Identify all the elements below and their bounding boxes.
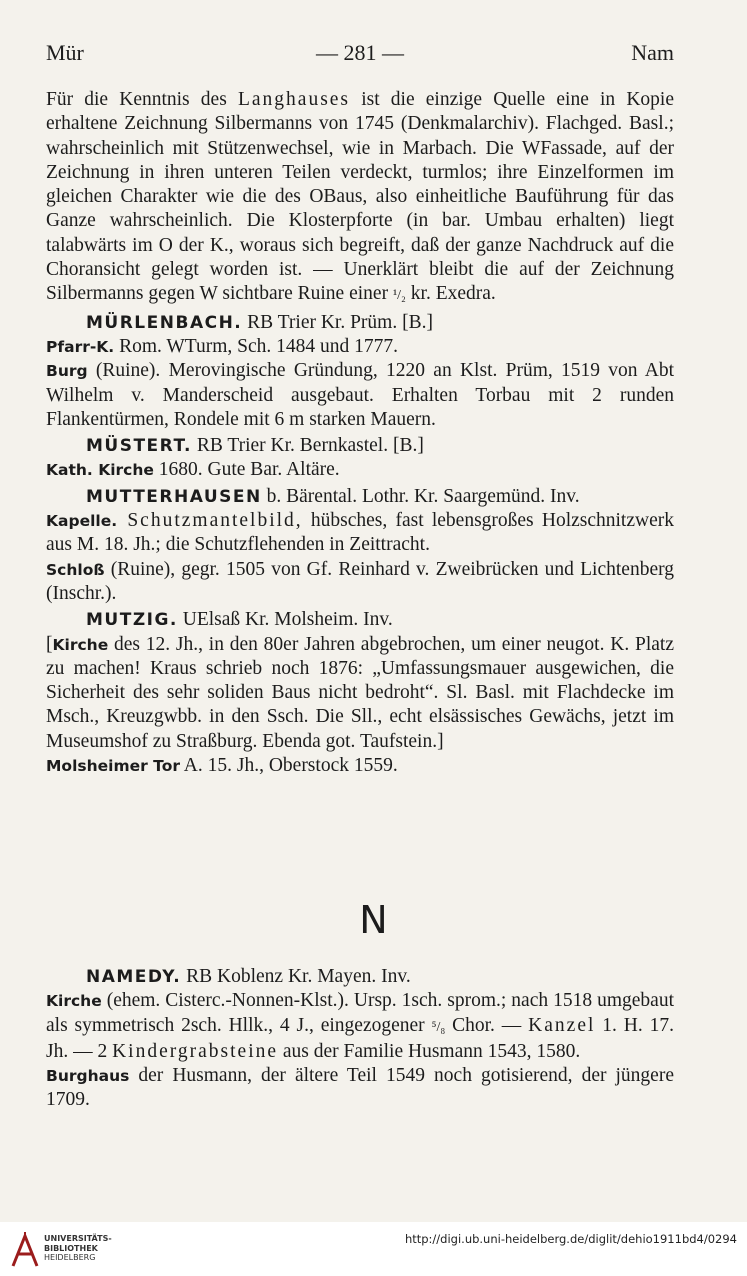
text-run: Für die Kenntnis des — [46, 89, 238, 110]
text-run: aus der Familie Husmann 1543, 1580. — [278, 1040, 581, 1062]
library-name-line: UNIVERSITÄTS- — [44, 1234, 112, 1243]
footer-bar — [0, 1222, 747, 1276]
text-run: A. 15. Jh., Oberstock 1559. — [179, 755, 398, 777]
place-name: MÜRLENBACH. — [86, 312, 243, 333]
text-run: [ — [46, 633, 53, 655]
entry-meta: RB Koblenz Kr. Mayen. Inv. — [181, 966, 411, 987]
text-run: der Husmann, der ältere Teil 1549 noch gotisierend, der jüngere 1709. — [46, 1065, 674, 1111]
entry-line — [46, 989, 674, 1064]
place-name: MÜSTERT. — [86, 436, 192, 457]
entry-line — [46, 335, 674, 359]
entry-heading-muestert — [46, 434, 674, 458]
entry-line — [46, 754, 674, 778]
entry-heading-mutzig — [46, 608, 674, 632]
keyword: Burg — [46, 362, 88, 381]
fraction: ¹/₂ — [392, 288, 406, 304]
entry-line — [46, 458, 674, 482]
keyword: Kapelle. — [46, 512, 118, 531]
text-run: Chor. — — [445, 1014, 529, 1036]
keyword: Kath. Kirche — [46, 461, 154, 480]
keyword: Kirche — [52, 635, 109, 654]
text-run: (Ruine). Merovingische Gründung, 1220 an Klst. Prüm, 1519 von Abt Wilhelm v. Manderscheid ausgebaut. Erhalten Torbau mit 2 runden Flankentürmen, Rondele mit 6 m starken Mauern. — [46, 360, 674, 430]
fraction: ⁵/₈ — [431, 1019, 446, 1035]
keyword: Schloß — [46, 560, 105, 579]
entry-line — [46, 633, 674, 754]
spaced-term: Kanzel — [528, 1014, 596, 1036]
section-n-text-block — [46, 963, 674, 1113]
entry-line — [46, 509, 674, 558]
section-letter: N — [359, 898, 388, 942]
text-run: ist die einzige Quelle eine in Kopie erhaltene Zeichnung Silbermanns von 1745 (Denkmalarchiv). Flachged. Basl.; wahrscheinlich mit Stützenwechsel, wie in Marbach. Die WFassade, auf der Zeichnung in ihren unteren Teilen verdeckt, turmlos; ihre Einzelformen im gleichen Charakter wie die des OBaus, also einheitliche Bauführung für das Ganze wahrscheinlich. Die Klosterpforte (in bar. Umbau erhalten) liegt talabwärts im O der K., woraus sich begreift, daß der ganze Nachdruck auf die Choransicht gelegt worden ist. — Unerklärt bleibt die auf der Zeichnung Silbermanns gegen W sichtbare Ruine einer — [46, 89, 674, 305]
text-run: hübsches, fast lebensgroßes Holzschnitzwerk aus M. 18. Jh.; die Schutzflehenden in Zeittracht. — [46, 510, 674, 556]
keyword: Pfarr-K. — [46, 337, 115, 356]
text-run: kr. Exedra. — [405, 283, 496, 305]
library-name-line: BIBLIOTHEK — [44, 1243, 98, 1253]
text-run: (ehem. Cisterc.-Nonnen-Klst.). Ursp. 1sch. sprom.; nach 1518 umgebaut als symmetrisch 2sch. Hllk., 4 J., eingezogener — [46, 990, 674, 1036]
place-name: MUTTERHAUSEN — [86, 486, 262, 507]
text-run: (Ruine), gegr. 1505 von Gf. Reinhard v. Zweibrücken und Lichtenberg (Inschr.). — [46, 558, 674, 604]
keyword: Molsheimer Tor — [46, 757, 180, 776]
spaced-term: Langhauses — [237, 89, 351, 110]
entry-meta: RB Trier Kr. Prüm. [B.] — [242, 311, 433, 333]
place-name: NAMEDY. — [86, 967, 182, 987]
text-run: 1680. Gute Bar. Altäre. — [153, 459, 340, 481]
university-logo-icon — [10, 1230, 40, 1268]
text-run: 1. H. 17. Jh. — 2 — [46, 1014, 674, 1062]
entry-heading-namedy — [46, 965, 674, 989]
library-name — [44, 1234, 112, 1263]
entry-line — [46, 558, 674, 607]
keyword: Burghaus — [46, 1067, 130, 1086]
keyword: Kirche — [46, 992, 102, 1011]
text-run: Rom. WTurm, Sch. 1484 und 1777. — [114, 335, 399, 357]
place-name: MUTZIG. — [86, 610, 178, 631]
main-text-block — [46, 88, 674, 778]
text-run: des 12. Jh., in den 80er Jahren abgebrochen, um einer neugot. K. Platz zu machen! Kraus schrieb noch 1876: „Umfassungsmauer ausgewichen, die Sicherheit des sehr soliden Baus nicht bedroht“. Sl. Basl. mit Flachdecke im Msch., Kreuzgwbb. in den Ssch. Die Sll., echt elsässisches Gewächs, jetzt im Museumshof zu Straßburg. Ebenda got. Taufstein.] — [46, 633, 674, 752]
library-name-line: HEIDELBERG — [44, 1253, 96, 1262]
intro-paragraph — [46, 88, 674, 309]
header-left-keyword: Mür — [46, 40, 84, 65]
entry-line — [46, 1064, 674, 1113]
entry-meta: RB Trier Kr. Bernkastel. [B.] — [191, 435, 424, 457]
entry-heading-muerlenbach — [46, 311, 674, 335]
entry-heading-mutterhausen — [46, 485, 674, 509]
entry-meta: b. Bärental. Lothr. Kr. Saargemünd. Inv. — [261, 485, 580, 507]
spaced-term: Kindergrabsteine — [112, 1040, 279, 1062]
entry-line — [46, 359, 674, 432]
header-right-keyword: Nam — [631, 40, 674, 65]
running-header — [46, 40, 674, 70]
entry-meta: UElsaß Kr. Molsheim. Inv. — [177, 609, 393, 631]
spaced-term: Schutzmantelbild, — [117, 510, 303, 532]
permalink-url[interactable]: http://digi.ub.uni-heidelberg.de/diglit/dehio1911bd4/0294 — [404, 1232, 737, 1246]
page-number: — 281 — — [316, 40, 404, 65]
